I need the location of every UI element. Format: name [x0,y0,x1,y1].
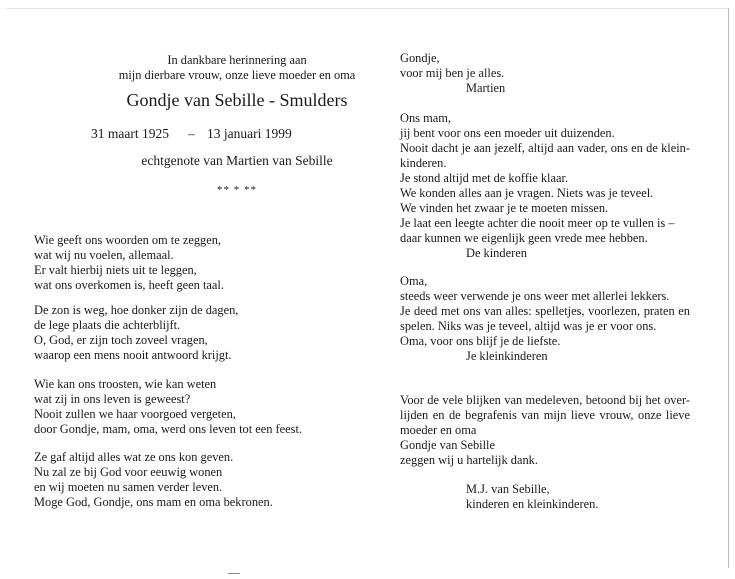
poem-line: wat zij in ons leven is geweest? [34,392,191,406]
deceased-name: Gondje van Sebille - Smulders [126,90,348,110]
children-signature: De kinderen [466,246,527,260]
poem-line: Wie geeft ons woorden om te zeggen, [34,233,222,247]
message-line: Oma, voor ons blijf je de liefste. [400,334,561,348]
message-line: Je deed met ons van alles: spelletjes, voorlezen, praten en [400,304,690,318]
message-line: zeggen wij u hartelijk dank. [400,453,538,467]
message-line: daar kunnen we eigenlijk geen vrede mee hebben. [400,231,648,245]
message-line: lijden en de begrafenis van mijn lieve vrouw, onze lieve [400,408,690,422]
poem-line: Er valt hierbij niets uit te leggen, [34,263,197,277]
message-line: Oma, [400,274,428,288]
spouse-line: echtgenote van Martien van Sebille [141,153,333,168]
message-line: Voor de vele blijken van medeleven, betoond bij het over- [400,393,690,407]
message-line: Gondje, [400,51,440,65]
thanks-signature-family: kinderen en kleinkinderen. [466,497,599,511]
poem-line: wat wij nu voelen, allemaal. [34,248,174,262]
husband-signature: Martien [466,81,506,95]
poem-line: Ze gaf altijd alles wat ze ons kon geven. [34,450,234,464]
message-line: spelen. Niks was je teveel, altijd was je er voor ons. [400,319,657,333]
message-line: We vinden het zwaar je te moeten missen. [400,201,609,215]
message-line: Ons mam, [400,111,451,125]
poem-line: De zon is weg, hoe donker zijn de dagen, [34,303,239,317]
message-line: We konden alles aan je vragen. Niets was je teveel. [400,186,654,200]
poem-line: O, God, er zijn toch zoveel vragen, [34,333,208,347]
header-line-2: mijn dierbare vrouw, onze lieve moeder en oma [118,68,356,82]
card-top-edge [6,8,728,9]
poem-line: de lege plaats die achterblijft. [34,318,181,332]
grandchildren-signature: Je kleinkinderen [466,349,548,363]
message-line: kinderen. [400,156,447,170]
poem-line: Nooit zullen we haar voorgoed vergeten, [34,407,236,421]
date-dash: – [188,126,195,141]
poem-line: Moge God, Gondje, ons mam en oma bekronen. [34,495,273,509]
message-line: moeder en oma [400,423,477,437]
message-line: steeds weer verwende je ons weer met allerlei lekkers. [400,289,670,303]
poem-line: en wij moeten nu samen verder leven. [34,480,223,494]
death-date: 13 januari 1999 [207,126,292,141]
message-line: Je stond altijd met de koffie klaar. [400,171,569,185]
poem-line: door Gondje, mam, oma, werd ons leven tot een feest. [34,422,303,436]
thanks-signature-name: M.J. van Sebille, [466,482,550,496]
message-line: jij bent voor ons een moeder uit duizenden. [400,126,615,140]
header-line-1: In dankbare herinnering aan [167,53,307,67]
poem-line: wat ons overkomen is, heeft geen taal. [34,278,224,292]
star-divider: ** * ** [217,184,257,196]
poem-line: Nu zal ze bij God voor eeuwig wonen [34,465,223,479]
message-line: Je laat een leegte achter die nooit meer op te vullen is – [400,216,675,230]
poem-line: waarop een mens nooit antwoord krijgt. [34,348,232,362]
poem-line: Wie kan ons troosten, wie kan weten [34,377,217,391]
birth-date: 31 maart 1925 [91,126,169,141]
bottom-mark [228,573,240,574]
message-line: Nooit dacht je aan jezelf, altijd aan vader, ons en de klein- [400,141,690,155]
message-line: voor mij ben je alles. [400,66,505,80]
message-line: Gondje van Sebille [400,438,495,452]
